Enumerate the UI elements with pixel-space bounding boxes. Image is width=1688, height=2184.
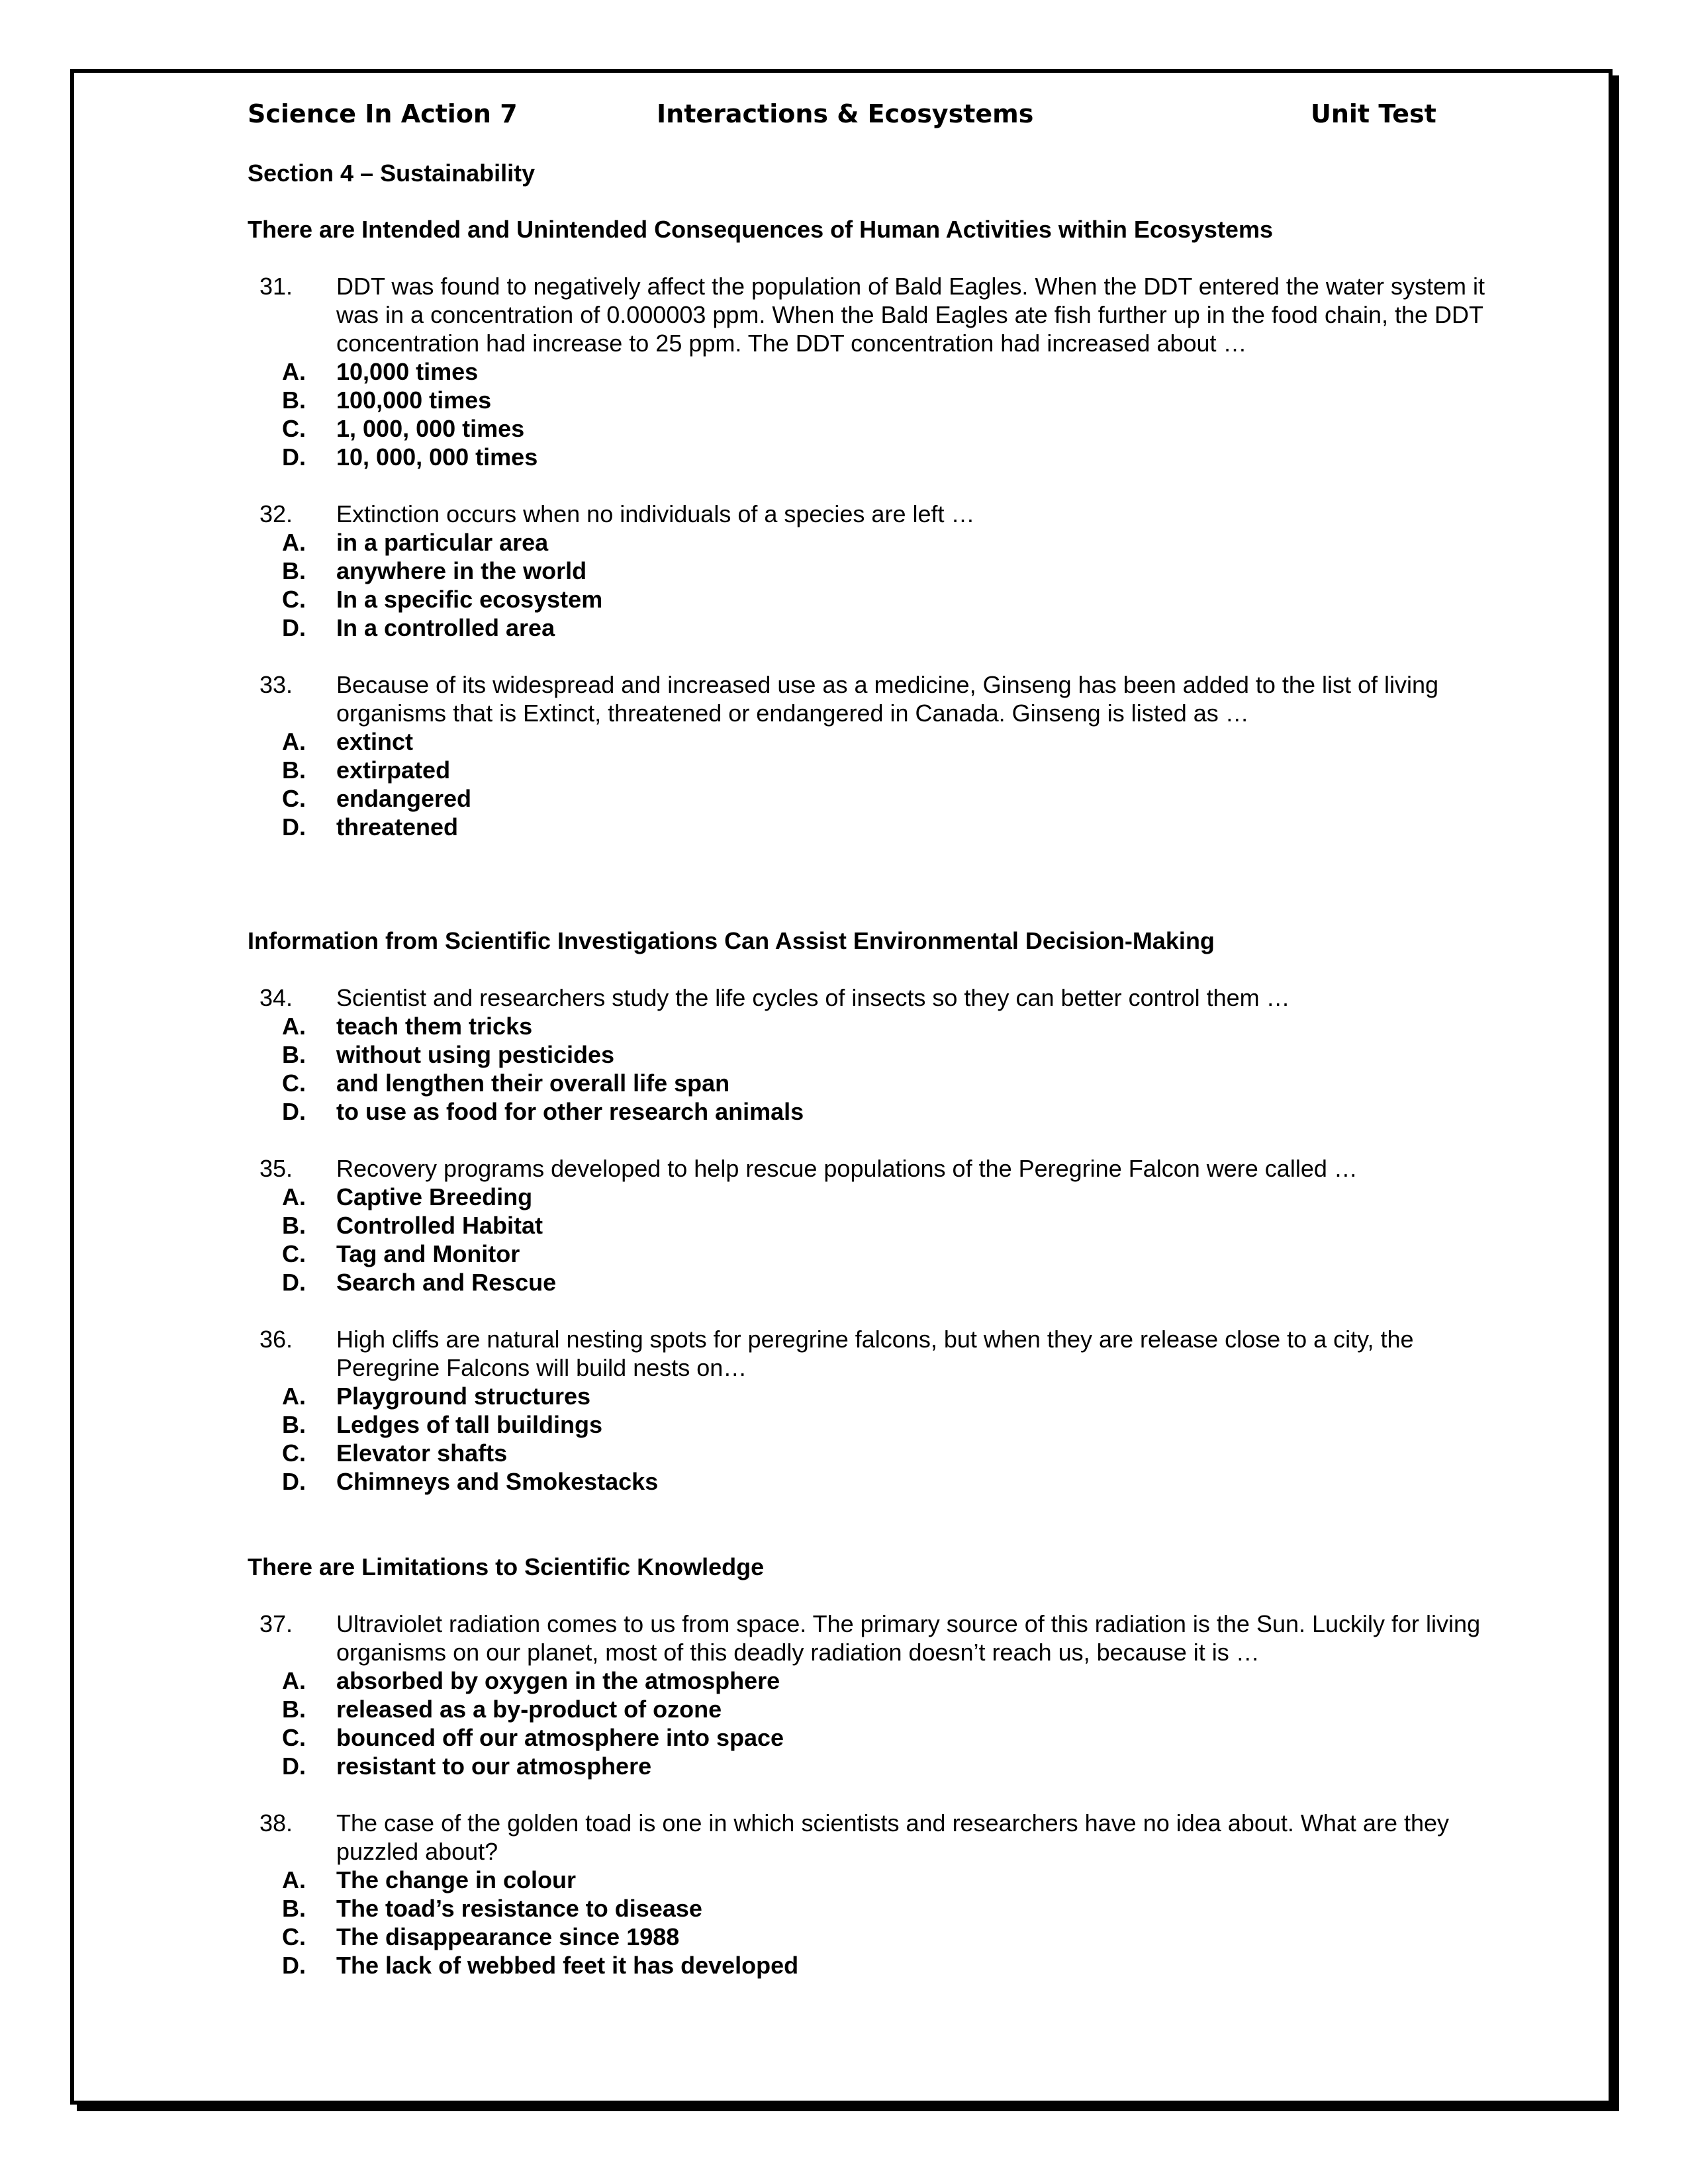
option-letter: B.: [282, 1411, 306, 1438]
option-letter: A.: [282, 1383, 306, 1410]
question-text: Ultraviolet radiation comes to us from space. The primary source of this radiation is the Sun. Luckily for living organisms on our planet, most of this deadly radiation doesn’t reach us, because it is …: [336, 1610, 1481, 1666]
test-page: [248, 99, 1505, 1979]
option-text: Playground structures: [336, 1383, 591, 1410]
option-d[interactable]: [248, 614, 1505, 642]
question-text: Because of its widespread and increased use as a medicine, Ginseng has been added to the list of living organisms that is Extinct, threatened or endangered in Canada. Ginseng is listed as …: [336, 671, 1439, 727]
option-text: extinct: [336, 728, 414, 755]
option-letter: C.: [282, 785, 306, 812]
page-header: [248, 99, 1505, 138]
option-text: The disappearance since 1988: [336, 1923, 680, 1950]
question-number: 36.: [259, 1326, 293, 1353]
option-letter: B.: [282, 1041, 306, 1068]
option-b[interactable]: [248, 386, 1505, 414]
option-letter: D.: [282, 1098, 306, 1125]
option-text: 10,000 times: [336, 358, 479, 385]
option-text: Tag and Monitor: [336, 1240, 520, 1267]
option-text: bounced off our atmosphere into space: [336, 1724, 784, 1751]
option-d[interactable]: [248, 1268, 1505, 1297]
option-text: Controlled Habitat: [336, 1212, 543, 1239]
option-text: The toad’s resistance to disease: [336, 1895, 702, 1922]
course-title: Science In Action 7: [248, 99, 518, 128]
option-text: Chimneys and Smokestacks: [336, 1468, 659, 1495]
option-letter: A.: [282, 1013, 306, 1040]
question-number: 31.: [259, 273, 293, 300]
option-letter: C.: [282, 1240, 306, 1267]
question-35: [248, 1154, 1505, 1297]
question-31: [248, 272, 1505, 471]
option-letter: C.: [282, 586, 306, 613]
option-letter: A.: [282, 358, 306, 385]
question-number: 35.: [259, 1155, 293, 1182]
option-letter: B.: [282, 1895, 306, 1922]
option-d[interactable]: [248, 813, 1505, 841]
option-letter: D.: [282, 614, 306, 641]
option-text: In a controlled area: [336, 614, 555, 641]
option-letter: D.: [282, 1952, 306, 1979]
option-text: endangered: [336, 785, 472, 812]
option-b[interactable]: [248, 1410, 1505, 1439]
option-letter: D.: [282, 1269, 306, 1296]
option-a[interactable]: [248, 1666, 1505, 1695]
option-a[interactable]: [248, 1012, 1505, 1040]
test-type: Unit Test: [1311, 99, 1436, 128]
option-a[interactable]: [248, 1382, 1505, 1410]
subsection-title: There are Intended and Unintended Consequences of Human Activities within Ecosystems: [248, 216, 1273, 243]
option-letter: C.: [282, 1439, 306, 1467]
question-text: High cliffs are natural nesting spots for peregrine falcons, but when they are release close to a city, the Peregrine Falcons will build nests on…: [336, 1326, 1414, 1381]
option-letter: D.: [282, 813, 306, 841]
option-letter: B.: [282, 1212, 306, 1239]
question-number: 38.: [259, 1809, 293, 1837]
subsection-title: Information from Scientific Investigations Can Assist Environmental Decision-Making: [248, 927, 1215, 954]
question-number: 33.: [259, 671, 293, 698]
option-c[interactable]: [248, 1069, 1505, 1097]
unit-title: Interactions & Ecosystems: [657, 99, 1034, 128]
option-c[interactable]: [248, 414, 1505, 443]
option-letter: C.: [282, 1724, 306, 1751]
question-number: 32.: [259, 500, 293, 527]
option-d[interactable]: [248, 1467, 1505, 1496]
option-b[interactable]: [248, 1894, 1505, 1923]
option-b[interactable]: [248, 756, 1505, 784]
option-b[interactable]: [248, 557, 1505, 585]
question-text: Recovery programs developed to help rescue populations of the Peregrine Falcon were called …: [336, 1155, 1358, 1182]
option-text: The change in colour: [336, 1866, 577, 1893]
option-text: released as a by-product of ozone: [336, 1696, 722, 1723]
question-number: 34.: [259, 984, 293, 1011]
option-c[interactable]: [248, 1439, 1505, 1467]
option-letter: A.: [282, 1183, 306, 1210]
option-text: without using pesticides: [336, 1041, 615, 1068]
question-number: 37.: [259, 1610, 293, 1637]
option-d[interactable]: [248, 1752, 1505, 1780]
option-d[interactable]: [248, 1097, 1505, 1126]
option-text: Search and Rescue: [336, 1269, 557, 1296]
option-text: to use as food for other research animals: [336, 1098, 804, 1125]
option-text: in a particular area: [336, 529, 549, 556]
option-letter: A.: [282, 1866, 306, 1893]
option-letter: D.: [282, 1468, 306, 1495]
question-text: DDT was found to negatively affect the population of Bald Eagles. When the DDT entered the water system it was in a concentration of 0.000003 ppm. When the Bald Eagles ate fish further up in the food chain, the DDT concentration had increase to 25 ppm. The DDT concentration had increased about …: [336, 273, 1485, 357]
subsection-title: There are Limitations to Scientific Knowledge: [248, 1553, 765, 1580]
option-letter: B.: [282, 557, 306, 584]
option-text: teach them tricks: [336, 1013, 533, 1040]
question-text: Scientist and researchers study the life cycles of insects so they can better control them …: [336, 984, 1290, 1011]
option-letter: A.: [282, 1667, 306, 1694]
option-a[interactable]: [248, 727, 1505, 756]
option-text: In a specific ecosystem: [336, 586, 603, 613]
option-text: threatened: [336, 813, 459, 841]
option-letter: B.: [282, 387, 306, 414]
option-c[interactable]: [248, 784, 1505, 813]
option-c[interactable]: [248, 1923, 1505, 1951]
option-letter: A.: [282, 728, 306, 755]
section-title: Section 4 – Sustainability: [248, 159, 536, 187]
option-letter: D.: [282, 443, 306, 471]
option-b[interactable]: [248, 1695, 1505, 1723]
option-text: anywhere in the world: [336, 557, 587, 584]
option-c[interactable]: [248, 1240, 1505, 1268]
option-text: Captive Breeding: [336, 1183, 533, 1210]
option-a[interactable]: [248, 1183, 1505, 1211]
option-text: Elevator shafts: [336, 1439, 508, 1467]
option-b[interactable]: [248, 1211, 1505, 1240]
option-c[interactable]: [248, 585, 1505, 614]
option-letter: C.: [282, 1069, 306, 1097]
option-text: resistant to our atmosphere: [336, 1752, 652, 1780]
option-a[interactable]: [248, 528, 1505, 557]
option-letter: C.: [282, 415, 306, 442]
question-32: [248, 500, 1505, 642]
option-c[interactable]: [248, 1723, 1505, 1752]
option-text: absorbed by oxygen in the atmosphere: [336, 1667, 780, 1694]
option-text: 10, 000, 000 times: [336, 443, 538, 471]
question-34: [248, 983, 1505, 1126]
option-letter: D.: [282, 1752, 306, 1780]
option-letter: C.: [282, 1923, 306, 1950]
option-b[interactable]: [248, 1040, 1505, 1069]
option-d[interactable]: [248, 1951, 1505, 1979]
option-text: and lengthen their overall life span: [336, 1069, 730, 1097]
option-letter: B.: [282, 756, 306, 784]
option-text: 1, 000, 000 times: [336, 415, 525, 442]
option-letter: B.: [282, 1696, 306, 1723]
question-text: Extinction occurs when no individuals of a species are left …: [336, 500, 975, 527]
option-d[interactable]: [248, 443, 1505, 471]
question-text: The case of the golden toad is one in which scientists and researchers have no idea about. What are they puzzled about?: [336, 1809, 1450, 1865]
option-letter: A.: [282, 529, 306, 556]
option-text: The lack of webbed feet it has developed: [336, 1952, 799, 1979]
option-text: Ledges of tall buildings: [336, 1411, 603, 1438]
question-37: [248, 1610, 1505, 1780]
option-a[interactable]: [248, 1866, 1505, 1894]
option-a[interactable]: [248, 357, 1505, 386]
question-38: [248, 1809, 1505, 1979]
question-36: [248, 1325, 1505, 1496]
option-text: 100,000 times: [336, 387, 492, 414]
option-text: extirpated: [336, 756, 451, 784]
question-33: [248, 670, 1505, 841]
